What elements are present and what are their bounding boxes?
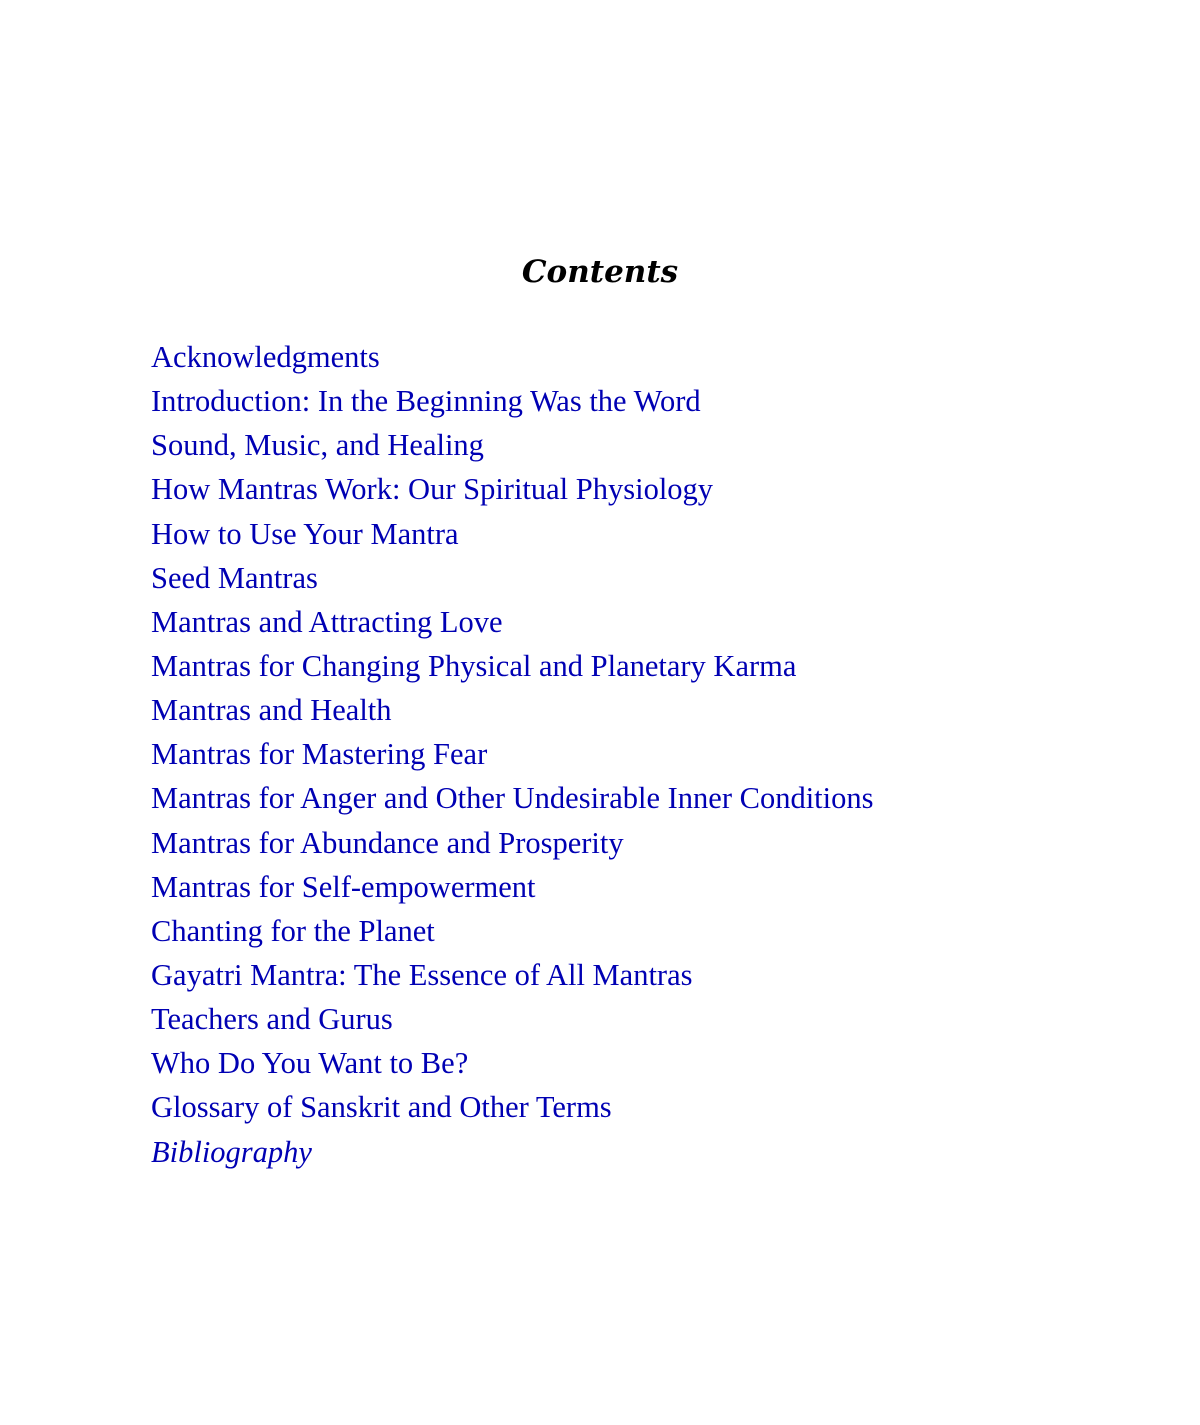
list-item <box>151 337 1151 381</box>
toc-link-self-empowerment[interactable]: Mantras for Self-empowerment <box>151 869 536 904</box>
list-item <box>151 955 1151 999</box>
toc-link-gayatri-mantra[interactable]: Gayatri Mantra: The Essence of All Mantras <box>151 957 693 992</box>
list-item <box>151 911 1151 955</box>
list-item <box>151 602 1151 646</box>
toc-link-chanting-planet[interactable]: Chanting for the Planet <box>151 913 435 948</box>
list-item <box>151 381 1151 425</box>
toc-link-changing-karma[interactable]: Mantras for Changing Physical and Planetary Karma <box>151 648 797 683</box>
toc-link-mastering-fear[interactable]: Mantras for Mastering Fear <box>151 737 488 772</box>
toc-link-acknowledgments[interactable]: Acknowledgments <box>151 340 380 374</box>
list-item <box>151 558 1151 602</box>
list-item <box>151 999 1151 1043</box>
list-item <box>151 514 1151 558</box>
list-item <box>151 778 1151 822</box>
toc-link-how-mantras-work[interactable]: How Mantras Work: Our Spiritual Physiology <box>151 472 714 507</box>
list-item <box>151 1132 1151 1176</box>
toc-link-teachers-gurus[interactable]: Teachers and Gurus <box>151 1002 393 1037</box>
toc-link-seed-mantras[interactable]: Seed Mantras <box>151 560 318 595</box>
toc-link-glossary[interactable]: Glossary of Sanskrit and Other Terms <box>151 1090 612 1125</box>
list-item <box>151 425 1151 469</box>
list-item <box>151 734 1151 778</box>
list-item <box>151 867 1151 911</box>
list-item <box>151 823 1151 867</box>
toc-link-bibliography[interactable]: Bibliography <box>151 1134 312 1169</box>
list-item <box>151 646 1151 690</box>
toc-link-attracting-love[interactable]: Mantras and Attracting Love <box>151 604 503 639</box>
list-item <box>151 1087 1151 1131</box>
toc-link-sound-music-healing[interactable]: Sound, Music, and Healing <box>151 428 484 463</box>
toc-link-how-to-use-mantra[interactable]: How to Use Your Mantra <box>151 516 459 551</box>
toc-link-introduction[interactable]: Introduction: In the Beginning Was the Word <box>151 384 701 419</box>
toc-link-who-do-you-want[interactable]: Who Do You Want to Be? <box>151 1046 469 1081</box>
page-title: Contents <box>521 254 679 290</box>
list-item <box>151 469 1151 513</box>
list-item <box>151 690 1151 734</box>
table-of-contents <box>151 337 1151 1176</box>
toc-link-mantras-health[interactable]: Mantras and Health <box>151 693 392 728</box>
toc-link-abundance-prosperity[interactable]: Mantras for Abundance and Prosperity <box>151 825 624 860</box>
toc-link-anger-conditions[interactable]: Mantras for Anger and Other Undesirable Inner Conditions <box>151 781 874 816</box>
list-item <box>151 1043 1151 1087</box>
